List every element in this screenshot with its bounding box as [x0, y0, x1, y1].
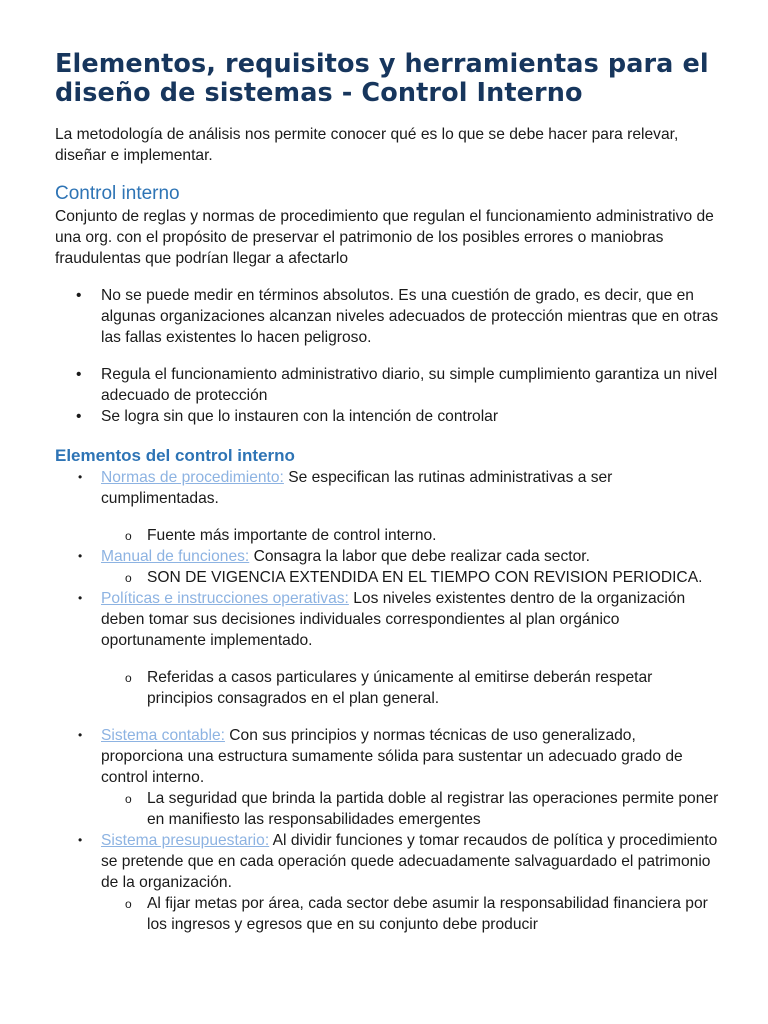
sub-item-text: La seguridad que brinda la partida doble al registrar las operaciones permite poner en manifiesto las responsabilidades emergentes — [147, 790, 719, 828]
intro-paragraph: La metodología de análisis nos permite conocer qué es lo que se debe hacer para relevar, diseñar e implementar. — [55, 126, 679, 164]
sub-item-text: SON DE VIGENCIA EXTENDIDA EN EL TIEMPO CON REVISION PERIODICA. — [147, 569, 703, 586]
list-item — [55, 830, 720, 893]
element-description: Consagra la labor que debe realizar cada sector. — [249, 548, 590, 565]
sub-bullet-icon: o — [125, 671, 132, 685]
sub-list-item — [55, 525, 720, 546]
element-label-link[interactable]: Normas de procedimiento: — [101, 469, 284, 486]
element-label-link[interactable]: Políticas e instrucciones operativas: — [101, 590, 349, 607]
element-description: Se especifican las rutinas administrativas a ser cumplimentadas. — [101, 469, 613, 507]
bullet-icon: • — [78, 591, 83, 605]
sub-bullet-icon: o — [125, 571, 132, 585]
sub-bullet-icon: o — [125, 897, 132, 911]
bullet-icon: • — [78, 549, 83, 563]
sub-item-text: Fuente más importante de control interno. — [147, 527, 437, 544]
element-description: Con sus principios y normas técnicas de uso generalizado, proporciona una estructura sumamente sólida para sustentar un adecuado grado de control interno. — [101, 727, 683, 786]
list-item — [55, 285, 720, 348]
list-item — [55, 588, 720, 651]
bullet-icon: • — [76, 287, 82, 304]
list-item — [55, 406, 720, 427]
element-label-link[interactable]: Sistema contable: — [101, 727, 225, 744]
list-item — [55, 725, 720, 788]
sub-bullet-icon: o — [125, 792, 132, 806]
element-description: Al dividir funciones y tomar recaudos de política y procedimiento se pretende que en cada operación quede adecuadamente salvaguardado el patrimonio de la organización. — [101, 832, 718, 891]
element-description: Los niveles existentes dentro de la organización deben tomar sus decisiones individuales correspondientes al plan orgánico oportunamente implementado. — [101, 590, 686, 649]
element-label-link[interactable]: Manual de funciones: — [101, 548, 250, 565]
bullet-icon: • — [78, 728, 83, 742]
section-heading-control-interno: Control interno — [55, 183, 180, 204]
section-heading-elementos: Elementos del control interno — [55, 446, 295, 465]
bullet-icon: • — [76, 366, 82, 383]
bullet-icon: • — [76, 408, 82, 425]
list-item — [55, 546, 720, 567]
element-label-link[interactable]: Sistema presupuestario: — [101, 832, 270, 849]
bullet-icon: • — [78, 470, 83, 484]
control-interno-bullet-list — [55, 285, 720, 427]
bullet-icon: • — [78, 833, 83, 847]
sub-item-text: Referidas a casos particulares y únicamente al emitirse deberán respetar principios consagrados en el plan general. — [147, 669, 653, 707]
list-item-text: Se logra sin que lo instauren con la intención de controlar — [101, 408, 499, 425]
list-item-text: No se puede medir en términos absolutos. Es una cuestión de grado, es decir, que en algunas organizaciones alcanzan niveles adecuados de protección mientras que en otras las fallas existentes lo hacen peligroso. — [101, 287, 719, 346]
control-interno-definition: Conjunto de reglas y normas de procedimiento que regulan el funcionamiento administrativo de una org. con el propósito de preservar el patrimonio de los posibles errores o maniobras fraudulentas que podrían llegar a afectarlo — [55, 208, 714, 267]
sub-bullet-icon: o — [125, 529, 132, 543]
sub-list-item — [55, 567, 720, 588]
sub-list-item — [55, 788, 720, 830]
list-item — [55, 467, 720, 509]
elementos-list — [55, 467, 720, 935]
list-item-text: Regula el funcionamiento administrativo diario, su simple cumplimiento garantiza un nivel adecuado de protección — [101, 366, 718, 404]
document-title: Elementos, requisitos y herramientas para el diseño de sistemas - Control Interno — [55, 49, 709, 108]
list-item — [55, 364, 720, 406]
sub-list-item — [55, 667, 720, 709]
document-content — [55, 50, 720, 935]
sub-item-text: Al fijar metas por área, cada sector debe asumir la responsabilidad financiera por los ingresos y egresos que en su conjunto debe producir — [147, 895, 708, 933]
sub-list-item — [55, 893, 720, 935]
